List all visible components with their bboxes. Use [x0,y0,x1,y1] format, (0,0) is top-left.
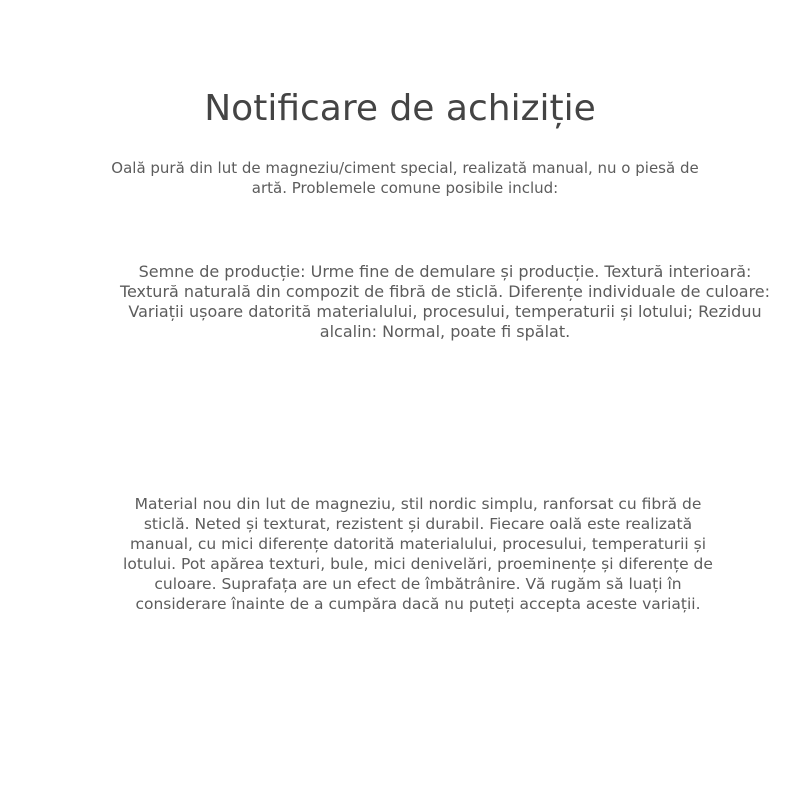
page-title: Notificare de achiziție [204,88,596,129]
material-description-paragraph: Material nou din lut de magneziu, stil nordic simplu, ranforsat cu fibră de sticlă. Neted și texturat, rezistent și durabil. Fiecare oală este realizată manual, cu mici diferențe datorită materialului, procesului, temperaturii și lotului. Pot apărea texturi, bule, mici denivelări, proeminențe și diferențe de culoare. Suprafața are un efect de îmbătrânire. Vă rugăm să luați în considerare înainte de a cumpăra dacă nu puteți accepta aceste variații. [123,495,713,613]
intro-paragraph: Oală pură din lut de magneziu/ciment special, realizată manual, nu o piesă de artă. Problemele comune posibile includ: [111,159,699,197]
production-signs-paragraph: Semne de producție: Urme fine de demulare și producție. Textură interioară: Textură naturală din compozit de fibră de sticlă. Diferențe individuale de culoare: Variații ușoare datorită materialului, procesului, temperaturii și lotului; Reziduu alcalin: Normal, poate fi spălat. [119,262,771,341]
